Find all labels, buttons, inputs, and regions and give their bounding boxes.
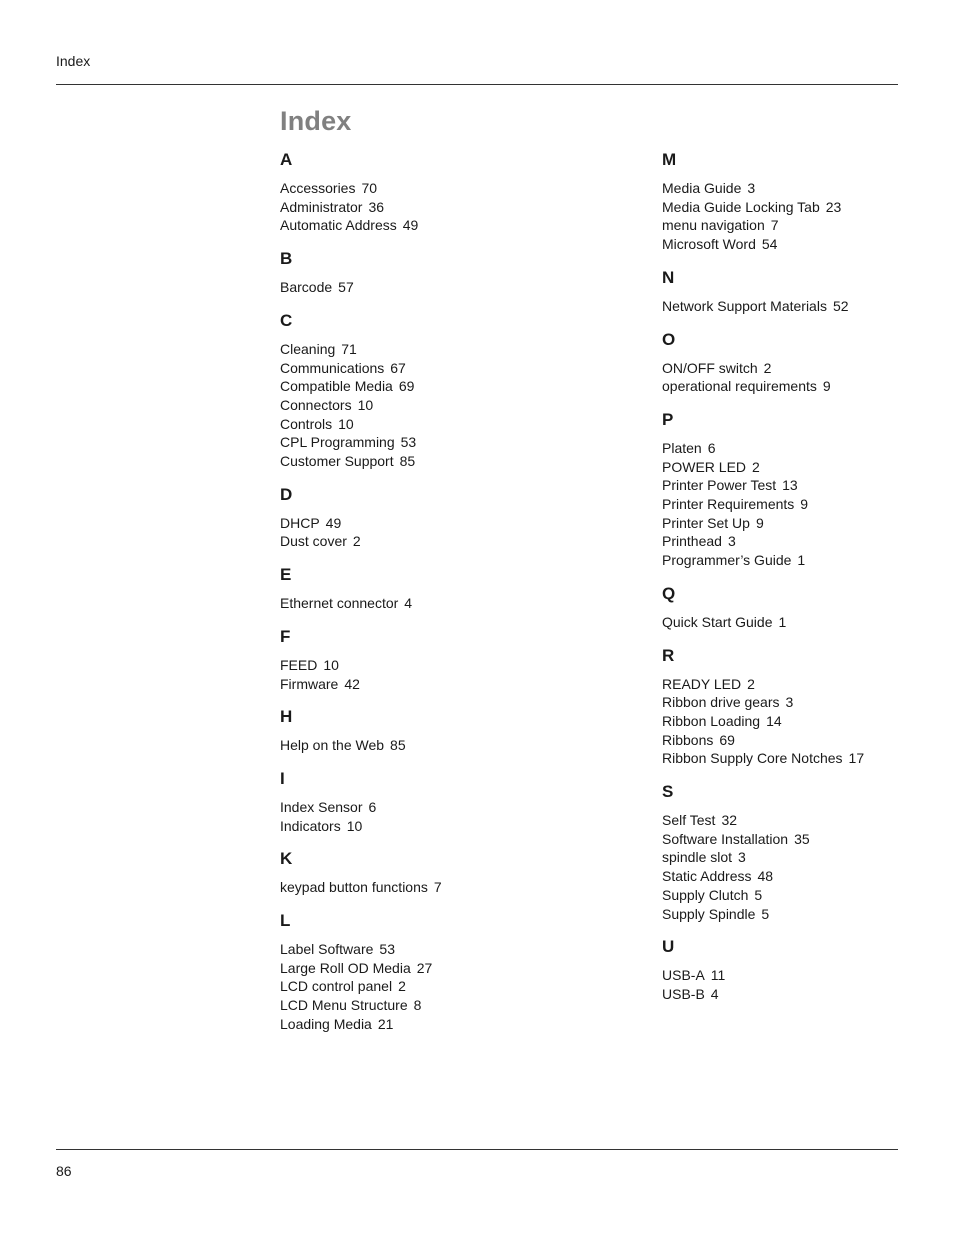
index-entry: [662, 811, 922, 830]
index-term: Large Roll OD Media: [280, 959, 411, 976]
index-page-ref: 69: [719, 731, 735, 748]
index-entry: [280, 878, 610, 897]
index-term: Indicators: [280, 817, 341, 834]
index-page-ref: 32: [721, 812, 738, 829]
index-page-ref: 5: [761, 905, 770, 922]
index-entry: [662, 297, 922, 316]
index-page-ref: 9: [800, 496, 809, 513]
index-term: menu navigation: [662, 217, 765, 234]
footer-rule: [56, 1149, 898, 1150]
index-page-ref: 11: [710, 967, 726, 984]
index-entry: [662, 848, 922, 867]
index-entry: [662, 886, 922, 905]
index-page-ref: 21: [377, 1015, 394, 1032]
index-page-ref: 10: [357, 396, 374, 413]
index-page-ref: 49: [325, 514, 342, 531]
index-entry: [662, 495, 922, 514]
index-page-ref: 4: [710, 985, 719, 1002]
index-entry: [662, 179, 922, 198]
index-page-ref: 1: [797, 552, 806, 569]
index-letter-heading: K: [280, 849, 293, 869]
index-term: Administrator: [280, 198, 363, 215]
index-entry: [280, 359, 610, 378]
index-term: Media Guide: [662, 180, 742, 196]
index-term: DHCP: [280, 514, 320, 531]
index-term: operational requirements: [662, 378, 817, 395]
index-letter-heading: L: [280, 911, 291, 931]
index-letter-heading: F: [280, 626, 291, 646]
index-entry: [280, 736, 610, 755]
page-title: Index: [280, 106, 352, 136]
index-entry: [662, 458, 922, 477]
index-term: Microsoft Word: [662, 236, 756, 253]
index-entry: [280, 415, 610, 434]
index-entry: [280, 798, 610, 817]
index-entry: [280, 433, 610, 452]
index-group: [662, 328, 922, 396]
index-entry: [662, 439, 922, 458]
index-term: Ribbon drive gears: [662, 694, 780, 711]
index-entry: [662, 830, 922, 849]
index-page-ref: 8: [413, 997, 422, 1014]
index-page-ref: 5: [754, 886, 763, 903]
index-page-ref: 48: [757, 868, 774, 885]
index-entry: [662, 867, 922, 886]
index-term: CPL Programming: [280, 434, 395, 451]
index-page-ref: 3: [727, 533, 736, 550]
index-group: [280, 563, 610, 613]
index-entry: [662, 551, 922, 570]
index-group: [280, 148, 610, 235]
index-page-ref: 54: [761, 236, 778, 253]
index-page-ref: 69: [398, 378, 415, 395]
index-page-ref: 9: [822, 378, 831, 395]
index-entry: [280, 996, 610, 1015]
index-entry: [662, 235, 922, 254]
index-page-ref: 10: [323, 656, 339, 673]
index-entry: [662, 966, 922, 985]
index-term: ON/OFF switch: [662, 359, 758, 376]
index-group: [662, 935, 922, 1003]
index-page-ref: 85: [390, 737, 406, 754]
index-group: [280, 909, 610, 1034]
index-column-left: [280, 148, 610, 1046]
index-page-ref: 70: [361, 180, 378, 196]
index-entry: [662, 476, 922, 495]
index-entry: [280, 340, 610, 359]
index-entry: [662, 985, 922, 1004]
index-term: Cleaning: [280, 340, 336, 357]
index-entry: [662, 613, 922, 632]
index-entry: [662, 675, 922, 694]
index-term: Printer Set Up: [662, 514, 750, 531]
index-term: POWER LED: [662, 458, 747, 475]
index-page-ref: 10: [346, 817, 363, 834]
index-page-ref: 27: [416, 959, 433, 976]
index-group: [280, 247, 610, 297]
index-page-ref: 85: [399, 453, 416, 470]
index-entry: [662, 359, 922, 378]
index-term: Label Software: [280, 941, 374, 958]
index-letter-heading: C: [280, 310, 293, 330]
index-term: Printer Power Test: [662, 477, 777, 494]
index-letter-heading: P: [662, 409, 674, 429]
index-entry: [280, 396, 610, 415]
index-entry: [280, 216, 610, 235]
index-entry: [662, 532, 922, 551]
index-entry: [662, 749, 922, 768]
index-term: FEED: [280, 656, 318, 673]
index-page-ref: 17: [848, 750, 865, 767]
index-page-ref: 2: [763, 359, 772, 376]
index-page-ref: 2: [398, 978, 406, 995]
index-page-ref: 23: [825, 198, 842, 215]
index-term: Programmer’s Guide: [662, 552, 792, 569]
index-term: Communications: [280, 359, 385, 376]
index-letter-heading: N: [662, 267, 675, 287]
index-letter-heading: B: [280, 249, 293, 269]
index-term: Network Support Materials: [662, 297, 827, 314]
index-term: USB-A: [662, 967, 705, 984]
index-term: Ethernet connector: [280, 595, 399, 612]
index-term: READY LED: [662, 675, 742, 692]
index-term: Software Installation: [662, 830, 789, 847]
index-page-ref: 57: [338, 279, 354, 296]
index-group: [280, 309, 610, 471]
index-page-ref: 52: [832, 297, 849, 314]
index-group: [280, 625, 610, 693]
index-page-ref: 3: [747, 180, 756, 196]
index-term: Help on the Web: [280, 737, 385, 754]
index-page-ref: 53: [379, 941, 395, 958]
index-entry: [662, 377, 922, 396]
index-letter-heading: O: [662, 329, 676, 349]
page-number: 86: [56, 1163, 72, 1179]
index-letter-heading: A: [280, 150, 293, 169]
index-term: Ribbons: [662, 731, 714, 748]
index-term: Self Test: [662, 812, 716, 829]
index-page-ref: 7: [433, 879, 442, 896]
index-term: Supply Spindle: [662, 905, 756, 922]
header-rule: [56, 84, 898, 85]
index-term: Customer Support: [280, 453, 394, 470]
index-page-ref: 9: [755, 514, 764, 531]
index-page-ref: 14: [766, 712, 782, 729]
index-term: Loading Media: [280, 1015, 372, 1032]
index-page-ref: 42: [344, 675, 360, 692]
index-group: [280, 767, 610, 835]
index-page-ref: 3: [738, 849, 746, 866]
index-page-ref: 4: [404, 595, 413, 612]
index-term: LCD Menu Structure: [280, 997, 408, 1014]
index-group: [662, 644, 922, 769]
index-entry: [280, 977, 610, 996]
index-group: [662, 780, 922, 923]
index-entry: [280, 817, 610, 836]
index-entry: [662, 731, 922, 750]
index-term: Barcode: [280, 279, 333, 296]
index-page-ref: 2: [352, 533, 361, 550]
index-term: Controls: [280, 415, 333, 432]
index-entry: [662, 693, 922, 712]
index-term: Compatible Media: [280, 378, 393, 395]
index-group: [280, 847, 610, 897]
index-entry: [280, 675, 610, 694]
index-entry: [280, 514, 610, 533]
index-entry: [280, 278, 610, 297]
index-page-ref: 35: [794, 830, 810, 847]
index-entry: [280, 940, 610, 959]
index-letter-heading: Q: [662, 583, 676, 603]
index-letter-heading: D: [280, 484, 293, 504]
index-entry: [662, 712, 922, 731]
index-page-ref: 2: [752, 458, 760, 475]
index-term: USB-B: [662, 985, 705, 1002]
index-page-ref: 10: [338, 415, 354, 432]
index-page-ref: 3: [785, 694, 794, 711]
index-term: Accessories: [280, 180, 356, 196]
index-entry: [662, 905, 922, 924]
index-page-ref: 53: [400, 434, 417, 451]
index-term: Dust cover: [280, 533, 347, 550]
index-group: [662, 582, 922, 632]
index-group: [662, 408, 922, 570]
index-term: Printhead: [662, 533, 722, 550]
index-page-ref: 7: [770, 217, 779, 234]
index-group: [662, 266, 922, 316]
index-entry: [280, 179, 610, 198]
running-head: Index: [56, 53, 91, 69]
index-page-ref: 49: [402, 217, 419, 234]
index-page-ref: 2: [747, 675, 755, 692]
index-term: Index Sensor: [280, 798, 363, 815]
index-term: Static Address: [662, 868, 752, 885]
index-group: [280, 705, 610, 755]
index-term: Ribbon Supply Core Notches: [662, 750, 843, 767]
index-entry: [662, 198, 922, 217]
index-term: Ribbon Loading: [662, 712, 761, 729]
index-letter-heading: H: [280, 707, 293, 727]
index-term: LCD control panel: [280, 978, 393, 995]
index-entry: [280, 959, 610, 978]
index-entry: [280, 532, 610, 551]
index-entry: [662, 216, 922, 235]
index-term: Media Guide Locking Tab: [662, 198, 820, 215]
index-entry: [280, 198, 610, 217]
index-group: [662, 148, 922, 254]
index-letter-heading: R: [662, 645, 675, 665]
index-term: Printer Requirements: [662, 496, 795, 513]
index-entry: [280, 594, 610, 613]
index-term: Platen: [662, 439, 702, 456]
index-letter-heading: I: [280, 768, 285, 788]
index-entry: [662, 514, 922, 533]
index-term: Firmware: [280, 675, 339, 692]
index-letter-heading: U: [662, 937, 675, 957]
index-entry: [280, 656, 610, 675]
index-term: Supply Clutch: [662, 886, 749, 903]
index-term: Connectors: [280, 396, 352, 413]
index-term: Automatic Address: [280, 217, 397, 234]
index-page-ref: 36: [368, 198, 385, 215]
index-letter-heading: M: [662, 150, 677, 169]
index-group: [280, 483, 610, 551]
index-letter-heading: E: [280, 565, 292, 585]
index-term: Quick Start Guide: [662, 613, 773, 630]
index-entry: [280, 452, 610, 471]
index-page-ref: 71: [341, 340, 357, 357]
index-page-ref: 6: [707, 439, 716, 456]
index-column-right: [662, 148, 922, 1016]
index-entry: [280, 377, 610, 396]
index-page-ref: 6: [368, 798, 377, 815]
index-term: spindle slot: [662, 849, 733, 866]
index-term: keypad button functions: [280, 879, 428, 896]
index-entry: [280, 1015, 610, 1034]
index-page-ref: 1: [778, 613, 787, 630]
index-page-ref: 67: [390, 359, 406, 376]
index-page-ref: 13: [782, 477, 798, 494]
index-letter-heading: S: [662, 782, 674, 802]
